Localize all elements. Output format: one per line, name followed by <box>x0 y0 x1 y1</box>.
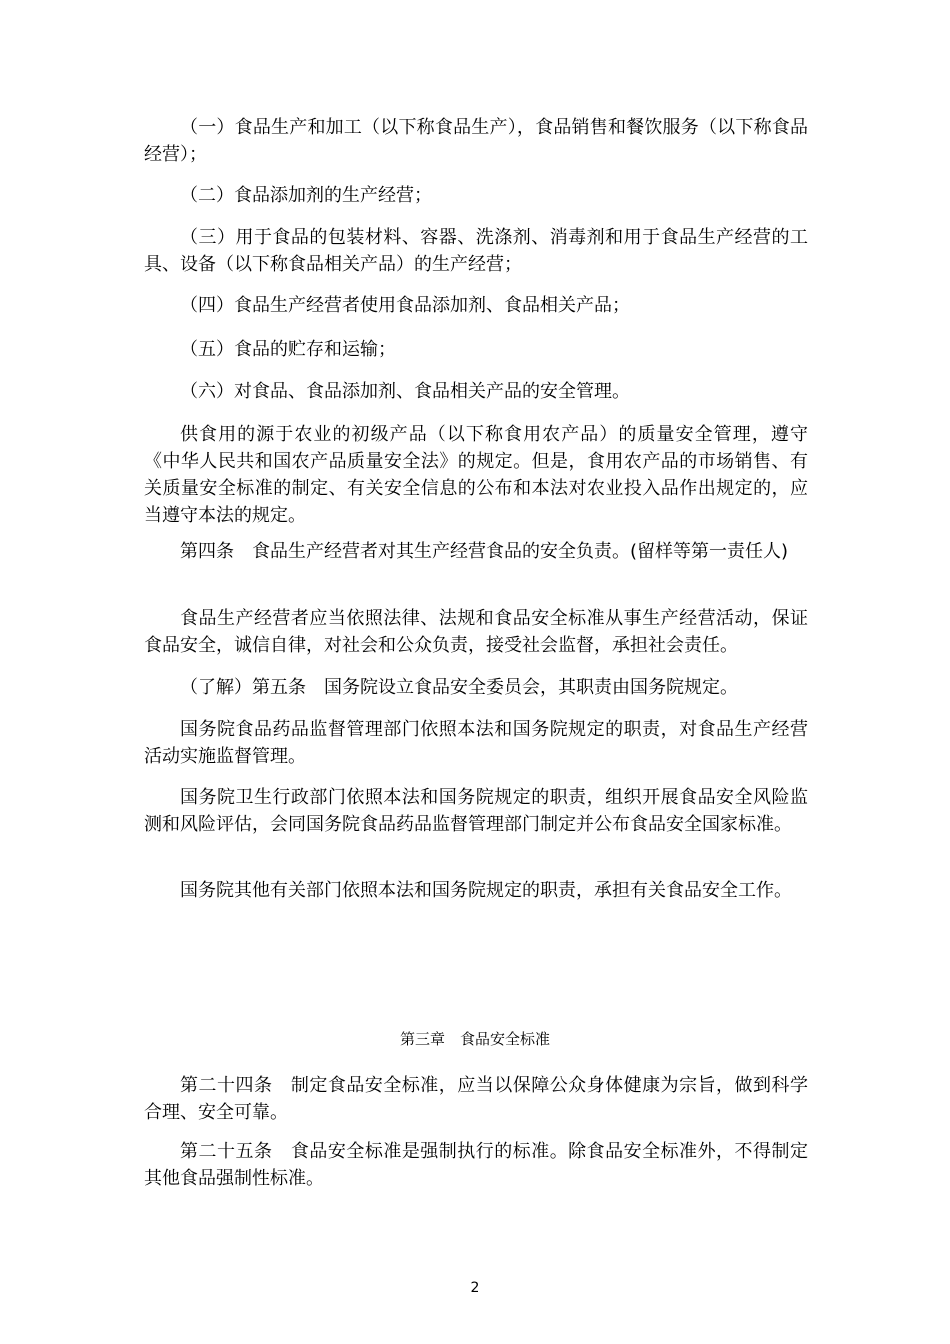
paragraph-item-5: （五）食品的贮存和运输； <box>180 339 396 360</box>
paragraph-item-1: （一）食品生产和加工（以下称食品生产），食品销售和餐饮服务（以下称食品经营）； <box>144 117 808 165</box>
article-5: （了解）第五条 国务院设立食品安全委员会，其职责由国务院规定。 <box>180 677 738 698</box>
paragraph-item-6: （六）对食品、食品添加剂、食品相关产品的安全管理。 <box>180 381 630 402</box>
article-4-paragraph-2: 食品生产经营者应当依照法律、法规和食品安全标准从事生产经营活动，保证食品安全，诚信自律，对社会和公众负责，接受社会监督，承担社会责任。 <box>144 608 808 656</box>
article-24: 第二十四条 制定食品安全标准，应当以保障公众身体健康为宗旨，做到科学合理、安全可靠。 <box>144 1075 808 1123</box>
article-5-paragraph-4: 国务院其他有关部门依照本法和国务院规定的职责，承担有关食品安全工作。 <box>180 880 792 901</box>
paragraph-item-3: （三）用于食品的包装材料、容器、洗涤剂、消毒剂和用于食品生产经营的工具、设备（以下称食品相关产品）的生产经营； <box>144 227 808 275</box>
chapter-title: 第三章 食品安全标准 <box>399 1030 550 1048</box>
article-4: 第四条 食品生产经营者对其生产经营食品的安全负责。(留样等第一责任人) <box>180 541 789 562</box>
paragraph-agricultural-products: 供食用的源于农业的初级产品（以下称食用农产品）的质量安全管理，遵守《中华人民共和国农产品质量安全法》的规定。但是，食用农产品的市场销售、有关质量安全标准的制定、有关安全信息的公布和本法对农业投入品作出规定的，应当遵守本法的规定。 <box>144 424 808 526</box>
article-25: 第二十五条 食品安全标准是强制执行的标准。除食品安全标准外，不得制定其他食品强制性标准。 <box>144 1141 808 1189</box>
article-5-paragraph-3: 国务院卫生行政部门依照本法和国务院规定的职责，组织开展食品安全风险监测和风险评估，会同国务院食品药品监督管理部门制定并公布食品安全国家标准。 <box>144 787 808 835</box>
paragraph-item-2: （二）食品添加剂的生产经营； <box>180 185 432 206</box>
article-5-paragraph-2: 国务院食品药品监督管理部门依照本法和国务院规定的职责，对食品生产经营活动实施监督管理。 <box>144 719 808 767</box>
paragraph-item-4: （四）食品生产经营者使用食品添加剂、食品相关产品； <box>180 295 630 316</box>
page-number: 2 <box>470 1280 480 1296</box>
